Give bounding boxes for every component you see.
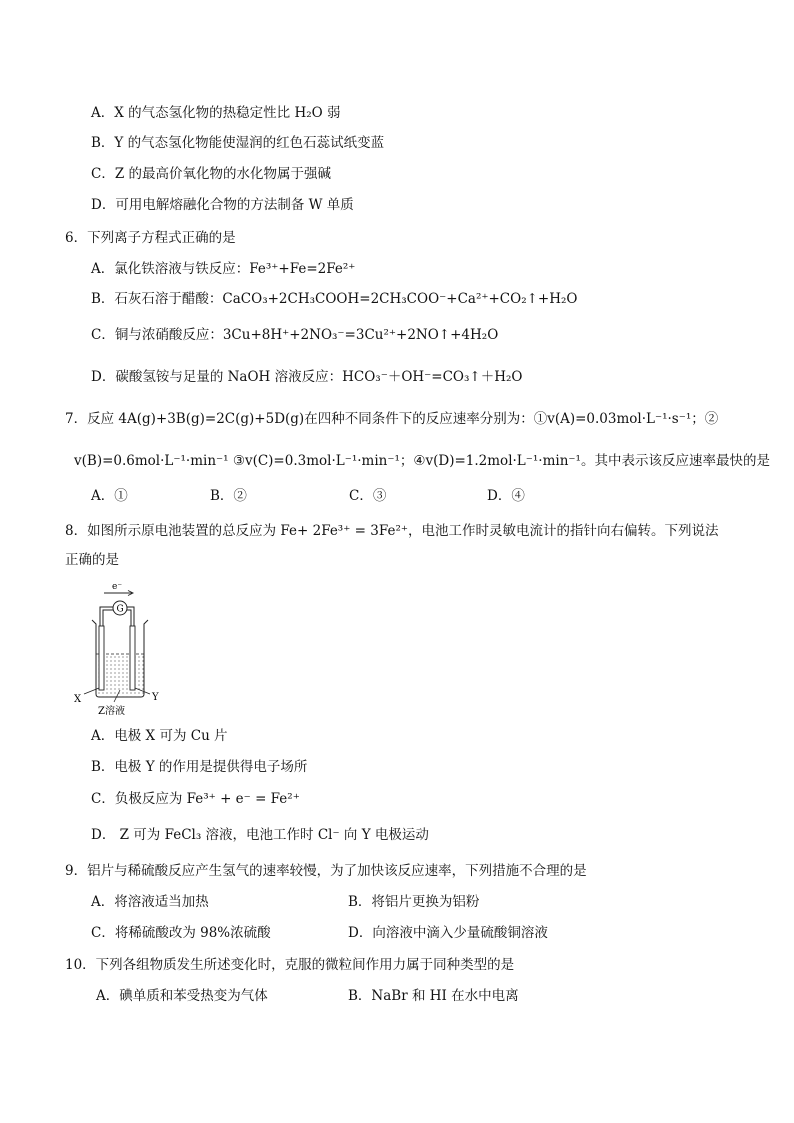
q10-option-a: A．碘单质和苯受热变为气体 — [96, 988, 268, 1004]
q10-option-b: B．NaBr 和 HI 在水中电离 — [348, 988, 519, 1004]
electron-label: e⁻ — [112, 582, 123, 592]
q8-stem-line2: 正确的是 — [65, 552, 119, 568]
electrode-y-label: Y — [152, 692, 159, 703]
q9-stem: 9．铝片与稀硫酸反应产生氢气的速率较慢，为了加快该反应速率，下列措施不合理的是 — [65, 863, 587, 879]
q7-stem-line1: 7．反应 4A(g)+3B(g)=2C(g)+5D(g)在四种不同条件下的反应速率分别为：①v(A)=0.03mol·L⁻¹·s⁻¹；② — [65, 411, 719, 427]
q7-option-d: D．④ — [487, 488, 525, 504]
q8-option-c: C．负极反应为 Fe³⁺ + e⁻ = Fe²⁺ — [91, 791, 300, 807]
q8-option-d: D． Z 可为 FeCl₃ 溶液，电池工作时 Cl⁻ 向 Y 电极运动 — [91, 827, 429, 843]
solution-label: Z溶液 — [98, 706, 125, 717]
q9-option-a: A．将溶液适当加热 — [91, 894, 209, 910]
q7-stem-line2: v(B)=0.6mol·L⁻¹·min⁻¹ ③v(C)=0.3mol·L⁻¹·min⁻¹；④v(D)=1.2mol·L⁻¹·min⁻¹。其中表示该反应速率最快的是 — [74, 453, 770, 469]
galvanometer-label: G — [116, 604, 124, 615]
electrode-x-label: X — [74, 694, 82, 705]
q5-option-d: D．可用电解熔融化合物的方法制备 W 单质 — [91, 197, 354, 213]
q8-option-a: A．电极 X 可为 Cu 片 — [91, 728, 228, 744]
q9-option-c: C．将稀硫酸改为 98%浓硫酸 — [91, 925, 271, 941]
electrode-y — [130, 626, 135, 690]
q5-option-b: B．Y 的气态氢化物能使湿润的红色石蕊试纸变蓝 — [91, 135, 385, 151]
q8-stem-line1: 8．如图所示原电池装置的总反应为 Fe+ 2Fe³⁺ = 3Fe²⁺，电池工作时灵敏电流计的指针向右偏转。下列说法 — [65, 523, 719, 539]
q7-option-c: C．③ — [349, 488, 387, 504]
q5-option-c: C．Z 的最高价氧化物的水化物属于强碱 — [91, 166, 332, 182]
q8-option-b: B．电极 Y 的作用是提供得电子场所 — [91, 759, 308, 775]
galvanic-cell-figure — [70, 580, 170, 720]
electrode-x — [99, 626, 104, 690]
q6-option-c: C．铜与浓硝酸反应：3Cu+8H⁺+2NO₃⁻=3Cu²⁺+2NO↑+4H₂O — [91, 327, 499, 343]
q6-option-d: D．碳酸氢铵与足量的 NaOH 溶液反应：HCO₃⁻＋OH⁻=CO₃↑＋H₂O — [91, 369, 523, 385]
q6-stem: 6．下列离子方程式正确的是 — [65, 230, 236, 246]
q5-option-a: A．X 的气态氢化物的热稳定性比 H₂O 弱 — [91, 105, 341, 121]
wire-left-inner — [103, 610, 113, 650]
q7-option-a: A．① — [91, 488, 128, 504]
q7-option-b: B．② — [210, 488, 247, 504]
q6-option-a: A．氯化铁溶液与铁反应：Fe³⁺+Fe=2Fe²⁺ — [91, 261, 356, 277]
q6-option-b: B．石灰石溶于醋酸：CaCO₃+2CH₃COOH=2CH₃COO⁻+Ca²⁺+CO₂↑+H₂O — [91, 291, 578, 307]
q9-option-b: B．将铝片更换为铝粉 — [348, 894, 480, 910]
q9-option-d: D．向溶液中滴入少量硫酸铜溶液 — [348, 925, 548, 941]
q10-stem: 10．下列各组物质发生所述变化时，克服的微粒间作用力属于同种类型的是 — [65, 957, 515, 973]
